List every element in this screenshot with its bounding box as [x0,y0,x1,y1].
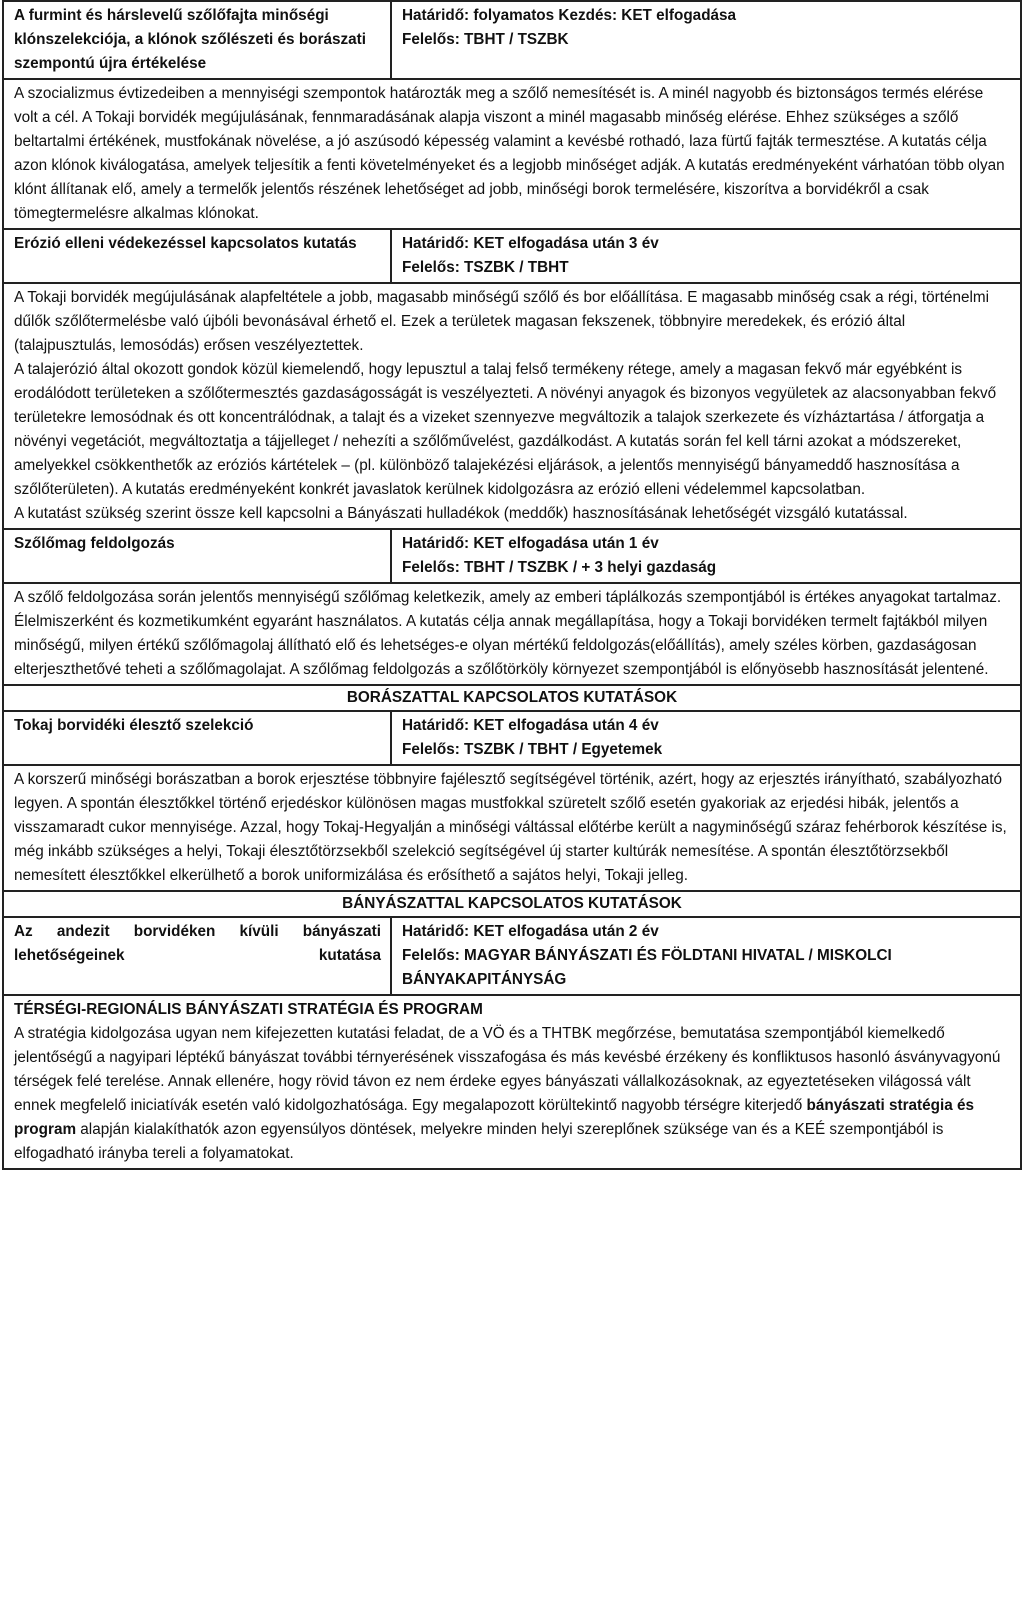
section-title: Erózió elleni védekezéssel kapcsolatos kutatás [3,229,391,283]
responsible-text: Felelős: TBHT / TSZBK / + 3 helyi gazdaság [402,559,717,576]
category-heading-winery: BORÁSZATTAL KAPCSOLATOS KUTATÁSOK [3,685,1021,711]
paragraph: A szőlő feldolgozása során jelentős mennyiségű szőlőmag keletkezik, amely az emberi táplálkozás szempontjából is értékes anyagokat tartalmaz. Élelmiszerként és kozmetikumként egyaránt használatos. A kutatás célja annak megállapítása, hogy a Tokaji borvidéken termelt fajtákból milyen minőségű, milyen értékű szőlőmagolaj állítható elő és lehetséges-e olyan mértékű feldolgozás(előállítás), amely széles körben, gazdaságosan elterjeszthetővé teheti a szőlőmagolajat. A szőlőmag feldolgozás a szőlőtörköly környezet szempontjából is előnyösebb hasznosítását jelentené. [14,589,1002,678]
section-meta [391,229,1021,283]
section-body [3,283,1021,529]
section-body-row [3,765,1021,891]
emphasis-text: bányászati stratégia és program [14,1097,975,1138]
section-title [3,917,391,995]
section-title-text: Az andezit borvidéken kívüli bányászati lehetőségeinek kutatása [14,923,381,964]
deadline-text: Határidő: KET elfogadása után 4 év [402,717,659,734]
section-body-row [3,995,1021,1169]
section-title: Szőlőmag feldolgozás [3,529,391,583]
responsible-text: Felelős: MAGYAR BÁNYÁSZATI ÉS FÖLDTANI HIVATAL / MISKOLCI BÁNYAKAPITÁNYSÁG [402,947,892,988]
section-body-row [3,583,1021,685]
document [2,0,1022,1170]
section-header-row [3,917,1021,995]
paragraph-text: alapján kialakíthatók azon egyensúlyos döntések, melyekre minden helyi szereplőnek szüksége van és a KEÉ szempontjából is elfogadható irányba tereli a folyamatokat. [14,1121,944,1162]
section-header-row [3,1,1021,79]
category-heading-row [3,685,1021,711]
deadline-text: Határidő: folyamatos Kezdés: KET elfogadása [402,7,737,24]
section-header-row [3,529,1021,583]
deadline-text: Határidő: KET elfogadása után 1 év [402,535,659,552]
section-body-row [3,79,1021,229]
section-meta [391,917,1021,995]
paragraph: A talajerózió által okozott gondok közül kiemelendő, hogy lepusztul a talaj felső termékeny rétege, amely a magasan fekvő már egyébként is erodálódott területeken a szőlőtermesztés gazdaságosságát is veszélyezteti. A növényi anyagok és bizonyos vegyületek az alacsonyabban fekvő területekre lemosódnak és ott koncentrálódnak, a talajt és a vizeket szennyezve megváltozik a talajok szerkezete és vízháztartása / átforgatja a növényi vegetációt, megváltoztatja a tájjelleget / nehezíti a szőlőművelést, gazdálkodást. A kutatás során fel kell tárni azokat a módszereket, amelyekkel csökkenthetők az eróziós kártételek – (pl. különböző talajekézési eljárások, a jelentős mennyiségű bányameddő hasznosítása a szőlőterületen). A kutatás eredményeként konkrét javaslatok kerülnek kidolgozásra az erózió elleni védelemmel kapcsolatban. [14,361,997,498]
subsection-title: TÉRSÉGI-REGIONÁLIS BÁNYÁSZATI STRATÉGIA ÉS PROGRAM [14,1001,483,1018]
section-title: A furmint és hárslevelű szőlőfajta minőségi klónszelekciója, a klónok szőlészeti és borászati szempontú újra értékelése [3,1,391,79]
section-header-row [3,229,1021,283]
paragraph: A kutatást szükség szerint össze kell kapcsolni a Bányászati hulladékok (meddők) hasznosításának lehetőségét vizsgáló kutatással. [14,505,908,522]
responsible-text: Felelős: TBHT / TSZBK [402,31,569,48]
deadline-text: Határidő: KET elfogadása után 2 év [402,923,659,940]
paragraph: A korszerű minőségi borászatban a borok erjesztése többnyire fajélesztő segítségével történik, azért, hogy az erjesztés irányítható, szabályozható legyen. A spontán élesztőkkel történő erjedéskor különösen magas mustfokkal szüretelt szőlő esetén gyakoriak az erjedési hibák, jelentős a visszamaradt cukor mennyisége. Azzal, hogy Tokaj-Hegyalján a minőségi váltással előtérbe került a nagyminőségű száraz fehérborok készítése is, még inkább szükséges a helyi, Tokaji élesztőtörzsekből szelekció segítségével új starter kultúrák nemesítése. A spontán élesztőtörzsekből nemesített élesztőkkel elkerülhető a borok uniformizálása és erősíthető a sajátos helyi, Tokaji jelleg. [14,771,1007,884]
category-heading-row [3,891,1021,917]
section-body [3,79,1021,229]
paragraph: A Tokaji borvidék megújulásának alapfeltétele a jobb, magasabb minőségű szőlő és bor előállítása. E magasabb minőség csak a régi, történelmi dűlők szőlőtermelésbe való újbóli bevonásával érhető el. Ezek a területek magasan fekszenek, többnyire meredekek, és erózió által (talajpusztulás, lemosódás) erősen veszélyeztettek. [14,289,990,354]
section-body [3,995,1021,1169]
paragraph [14,1022,1011,1166]
section-body-row [3,283,1021,529]
section-meta [391,529,1021,583]
deadline-text: Határidő: KET elfogadása után 3 év [402,235,659,252]
section-meta [391,1,1021,79]
paragraph-text: A stratégia kidolgozása ugyan nem kifejezetten kutatási feladat, de a VÖ és a THTBK megőrzése, bemutatása szempontjából kiemelkedő jelentőségű a nagyipari léptékű bányászat további térnyerésének visszafogása és más kevésbé érzékeny és konfliktusos hasonló ásványvagyonú térségek felé terelése. Annak ellenére, hogy rövid távon ez nem érdeke egyes bányászati vállalkozásoknak, az egyeztetéseken világossá vált ennek megfelelő iniciatívák esetén való kidolgozhatósága. Egy megalapozott körültekintő nagyobb térségre kiterjedő [14,1025,1001,1114]
category-heading-mining: BÁNYÁSZATTAL KAPCSOLATOS KUTATÁSOK [3,891,1021,917]
section-body [3,583,1021,685]
section-meta [391,711,1021,765]
responsible-text: Felelős: TSZBK / TBHT [402,259,569,276]
responsible-text: Felelős: TSZBK / TBHT / Egyetemek [402,741,663,758]
section-body [3,765,1021,891]
section-title: Tokaj borvidéki élesztő szelekció [3,711,391,765]
section-header-row [3,711,1021,765]
paragraph: A szocializmus évtizedeiben a mennyiségi szempontok határozták meg a szőlő nemesítését is. A minél nagyobb és biztonságos termés elérése volt a cél. A Tokaji borvidék megújulásának, fennmaradásának alapja viszont a minél magasabb minőség elérése. Ehhez szükséges a szőlő beltartalmi értékének, mustfokának növelése, a jó aszúsodó képesség valamint a kevésbé rothadó, laza fürtű fajták termesztése. A kutatás célja azon klónok kiválogatása, amelyek teljesítik a fenti követelményeket és a legjobb minőséget adják. A kutatás eredményeként várhatóan több olyan klónt állítanak elő, amely a termelők jelentős részének lehetőséget ad jobb, minőségi borok termelésére, kiszorítva a borvidékről a csak tömegtermelésre alkalmas klónokat. [14,85,1005,222]
research-table [2,0,1022,1170]
